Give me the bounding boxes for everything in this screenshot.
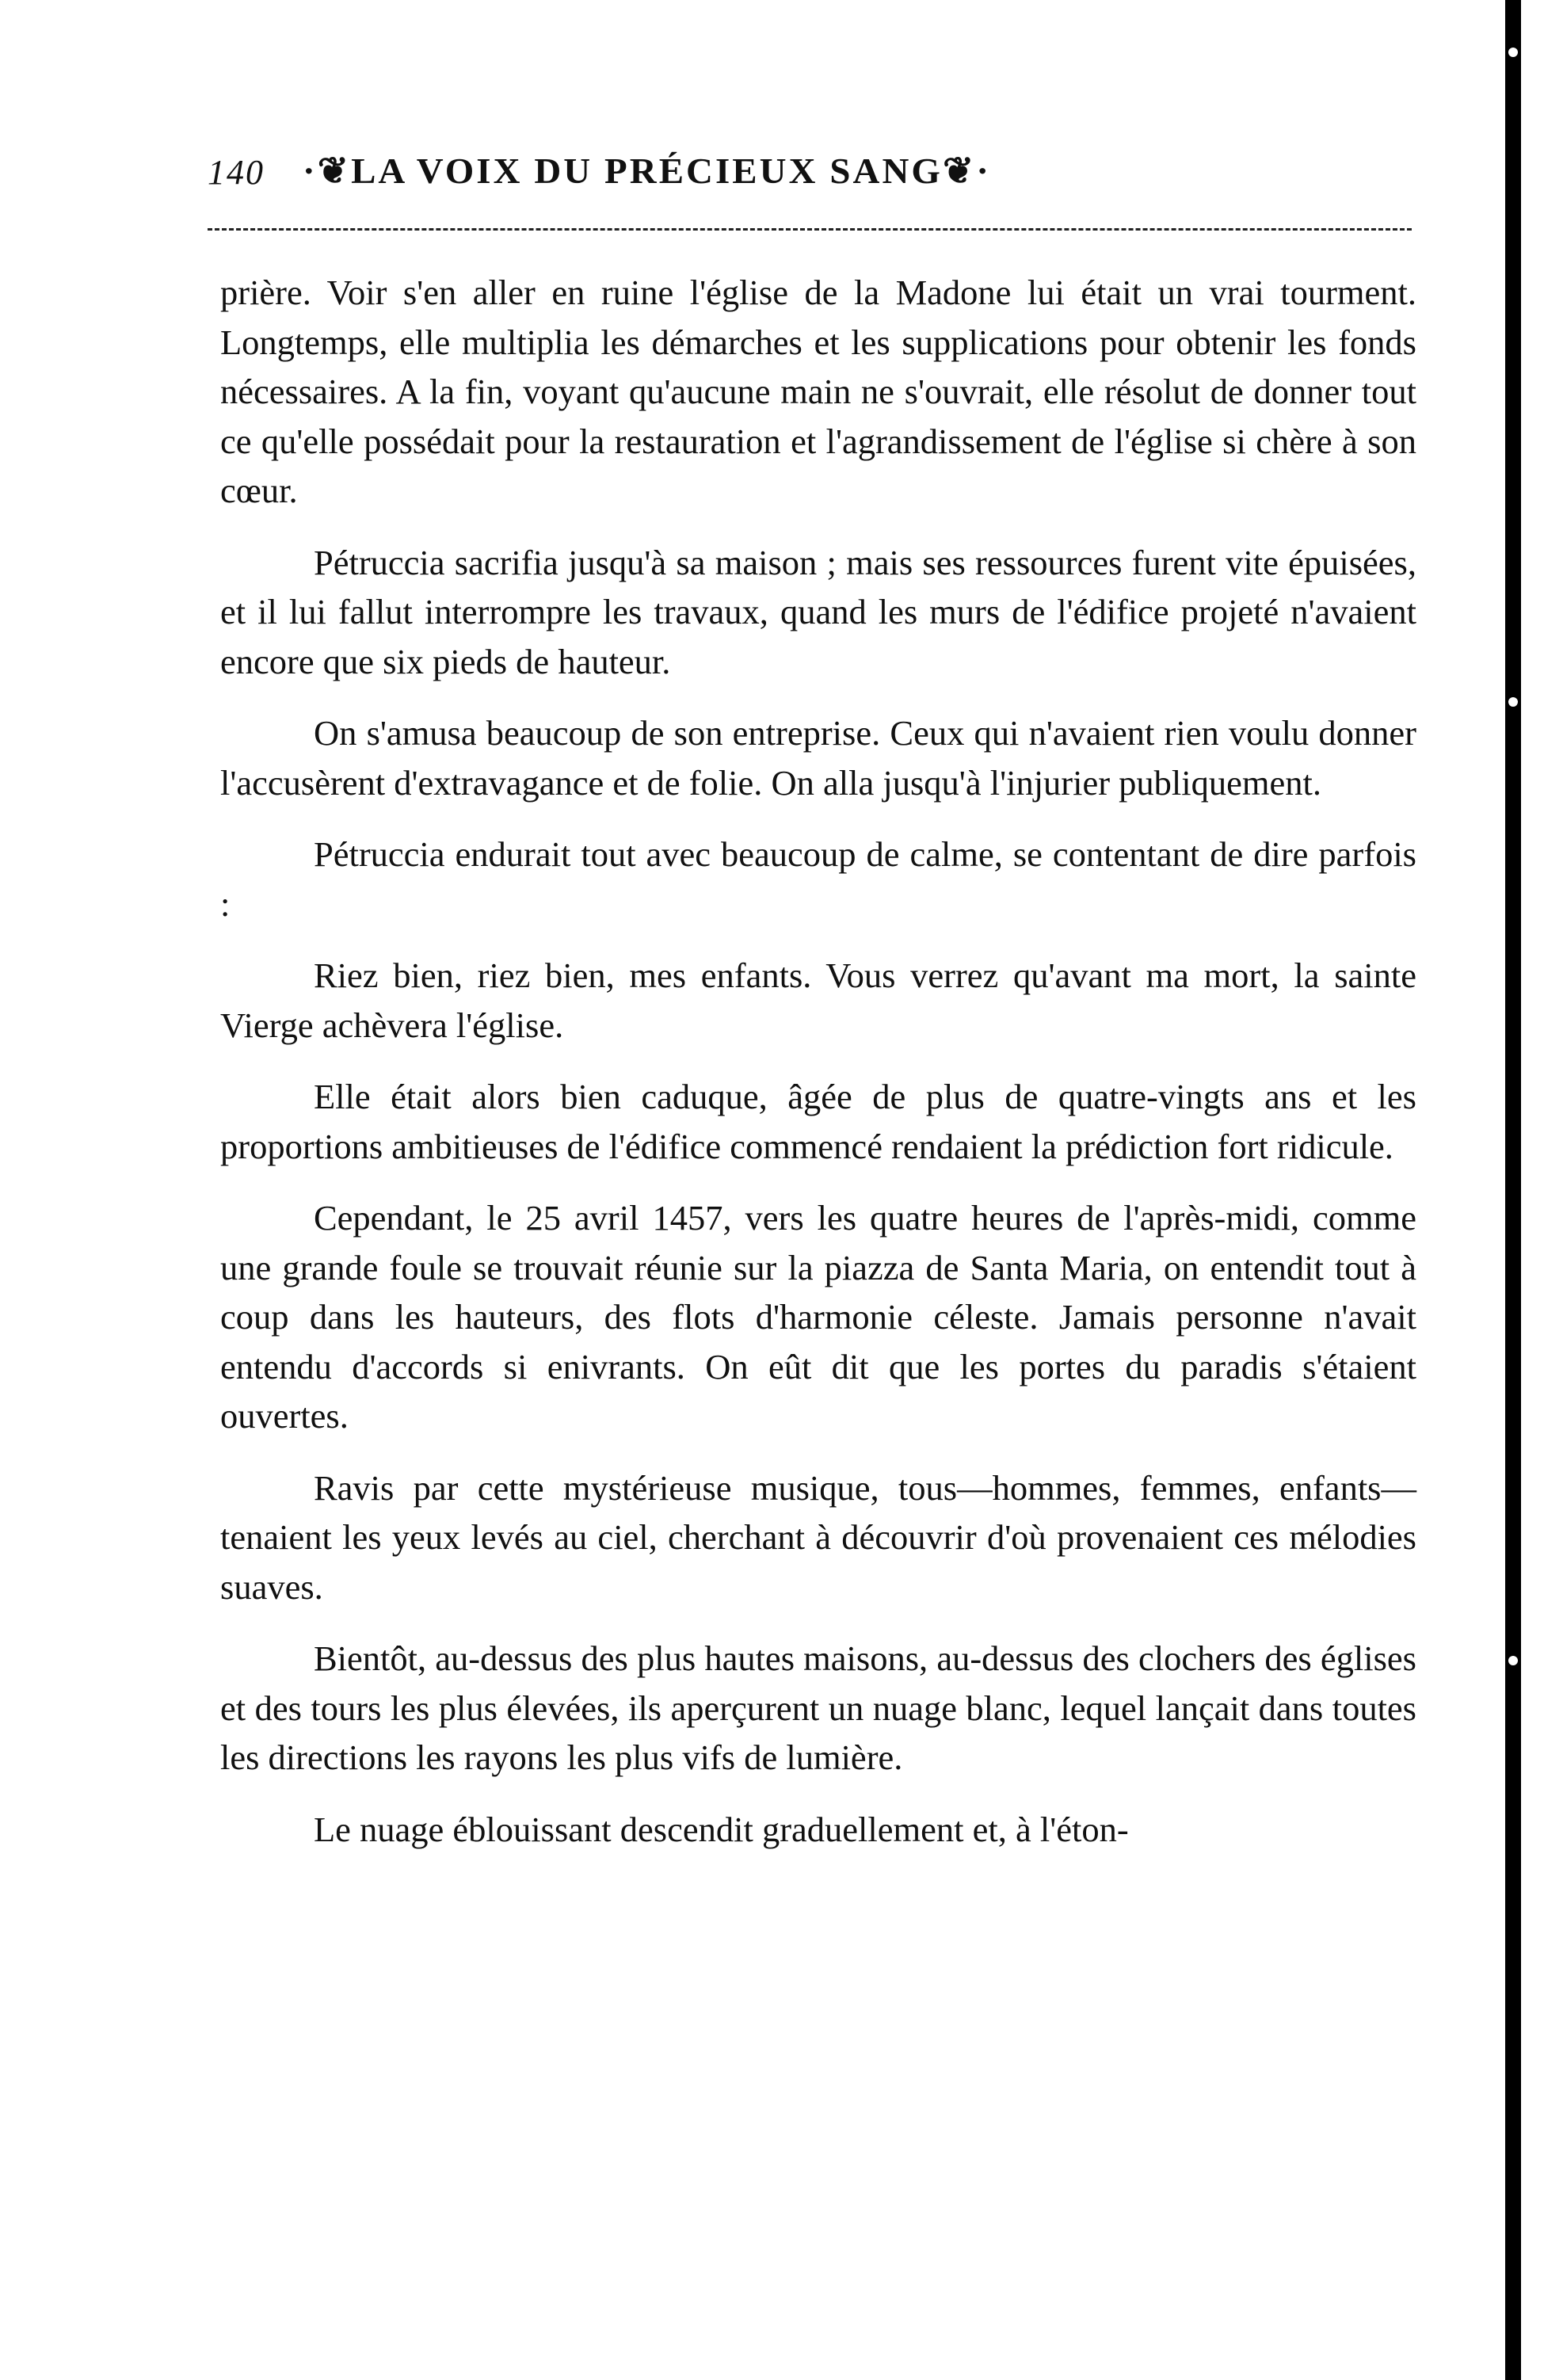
- paragraph-1: prière. Voir s'en aller en ruine l'église de la Madone lui était un vrai tourment. Longtemps, elle multiplia les démarches et les supplications pour obtenir les fonds nécessaires. A la fin, voyant qu'aucune main ne s'ouvrait, elle résolut de donner tout ce qu'elle possédait pour la restauration et l'agrandissement de l'église si chère à son cœur.: [220, 273, 1416, 510]
- body-text: [220, 268, 1416, 1876]
- paragraph-9: Bientôt, au-dessus des plus hautes maisons, au-dessus des clochers des églises et des tours les plus élevées, ils aperçurent un nuage blanc, lequel lançait dans toutes les directions les rayons les plus vifs de lumière.: [220, 1638, 1416, 1777]
- scan-edge-bar: [1505, 0, 1521, 2380]
- paragraph-10: Le nuage éblouissant descendit graduellement et, à l'éton-: [314, 1809, 1129, 1849]
- paragraph-6: Elle était alors bien caduque, âgée de plus de quatre-vingts ans et les proportions ambitieuses de l'édifice commencé rendaient la prédiction fort ridicule.: [220, 1077, 1416, 1166]
- page-header: [208, 144, 1412, 200]
- paragraph-7: Cependant, le 25 avril 1457, vers les quatre heures de l'après-midi, comme une grande foule se trouvait réunie sur la piazza de Santa Maria, on entendit tout à coup dans les hauteurs, des flots d'harmonie céleste. Jamais personne n'avait entendu d'accords si enivrants. On eût dit que les portes du paradis s'étaient ouvertes.: [220, 1198, 1416, 1436]
- scan-edge-dot: [1508, 48, 1518, 57]
- header-rule: [208, 228, 1412, 231]
- page-number: 140: [208, 153, 265, 192]
- paragraph-4: Pétruccia endurait tout avec beaucoup de calme, se contentant de dire parfois :: [220, 834, 1416, 924]
- paragraph-2: Pétruccia sacrifia jusqu'à sa maison ; mais ses ressources furent vite épuisées, et il lui fallut interrompre les travaux, quand les murs de l'édifice projeté n'avaient encore que six pieds de hauteur.: [220, 542, 1416, 681]
- paragraph-8: Ravis par cette mystérieuse musique, tous—hommes, femmes, enfants—tenaient les yeux levés au ciel, cherchant à découvrir d'où provenaient ces mélodies suaves.: [220, 1467, 1416, 1607]
- running-head: ·❦LA VOIX DU PRÉCIEUX SANG❦·: [303, 151, 992, 191]
- paragraph-5: Riez bien, riez bien, mes enfants. Vous verrez qu'avant ma mort, la sainte Vierge achèvera l'église.: [220, 955, 1416, 1045]
- scan-edge-dot: [1508, 1656, 1518, 1665]
- paragraph-3: On s'amusa beaucoup de son entreprise. Ceux qui n'avaient rien voulu donner l'accusèrent d'extravagance et de folie. On alla jusqu'à l'injurier publiquement.: [220, 713, 1416, 803]
- scan-edge-dot: [1508, 697, 1518, 707]
